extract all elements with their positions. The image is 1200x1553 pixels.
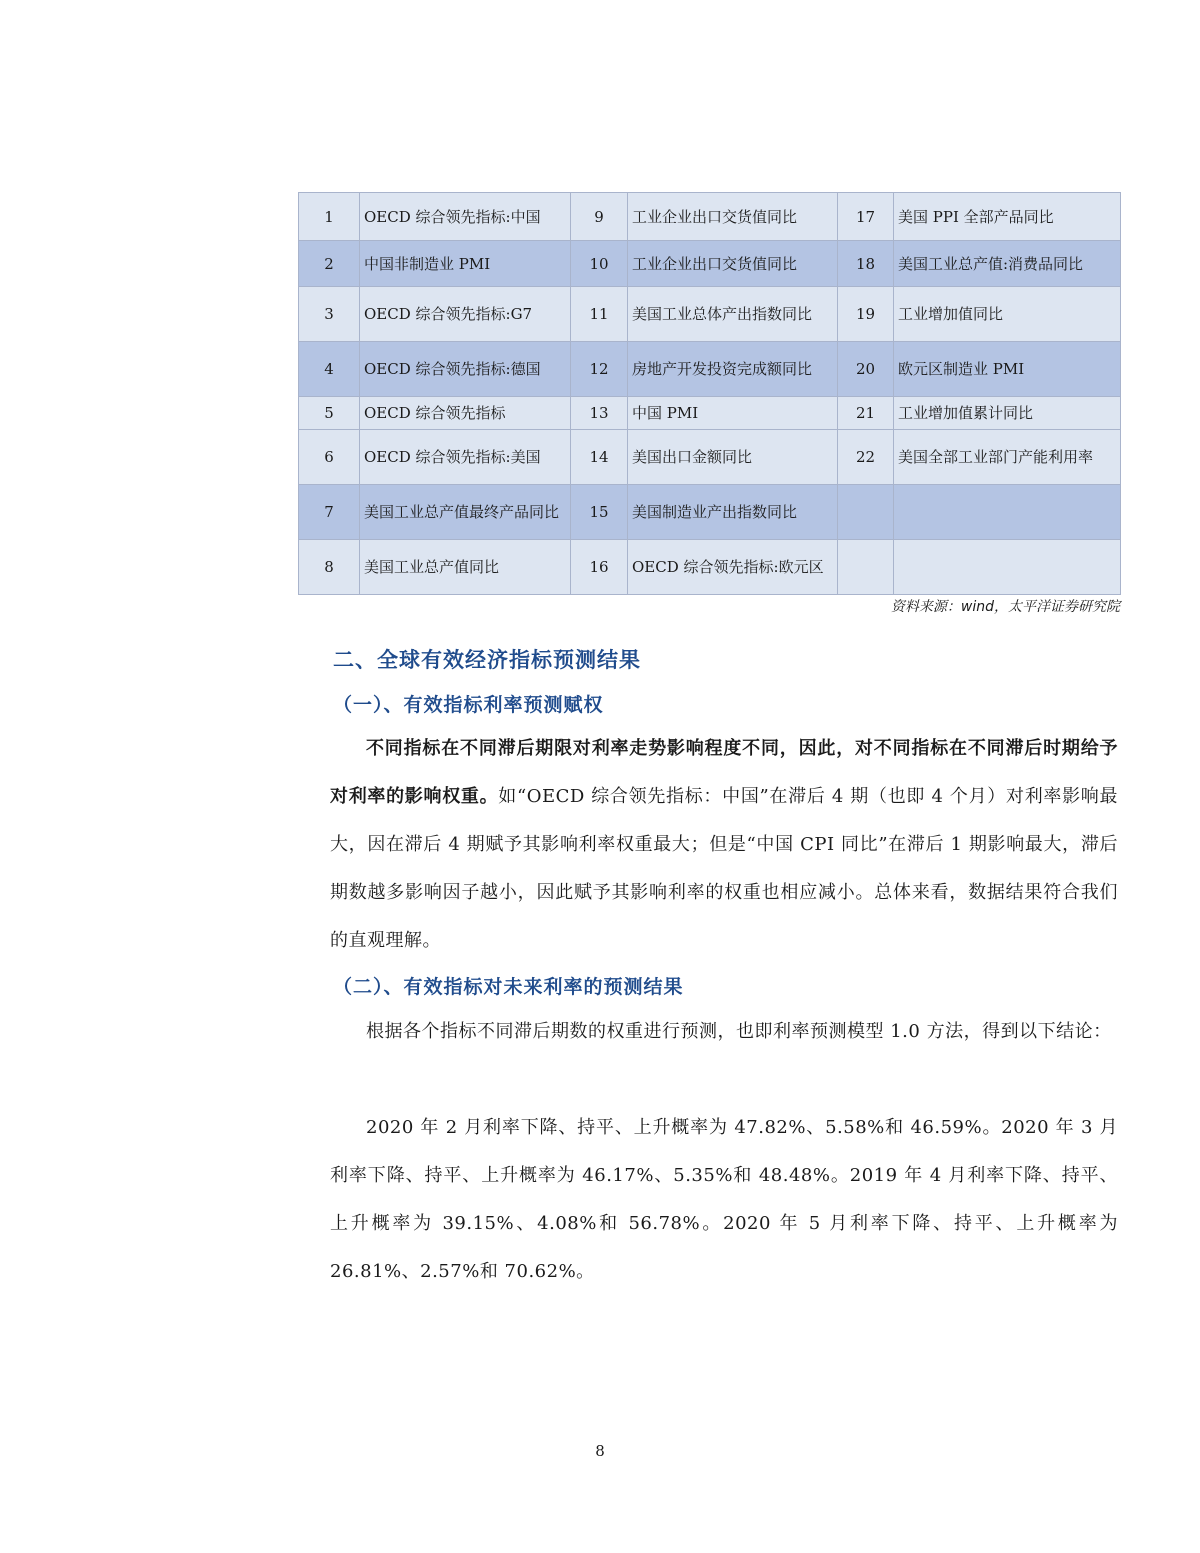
- row-number: [838, 485, 894, 540]
- indicator-name: 美国工业总产值同比: [360, 540, 571, 595]
- indicator-name: 中国 PMI: [628, 397, 838, 430]
- row-number: 16: [571, 540, 628, 595]
- table-row: [299, 540, 1121, 595]
- indicator-name: 美国 PPI 全部产品同比: [894, 193, 1121, 241]
- indicator-table: [298, 192, 1121, 595]
- row-number: [838, 540, 894, 595]
- table-row: [299, 485, 1121, 540]
- subsection-heading: （一）、有效指标利率预测赋权: [333, 694, 604, 716]
- row-number: 3: [299, 287, 360, 342]
- indicator-name: OECD 综合领先指标:G7: [360, 287, 571, 342]
- row-number: 6: [299, 430, 360, 485]
- row-number: 2: [299, 241, 360, 287]
- section-heading: 二、全球有效经济指标预测结果: [333, 648, 641, 672]
- row-number: 4: [299, 342, 360, 397]
- body-paragraph: 2020 年 2 月利率下降、持平、上升概率为 47.82%、5.58%和 46.59%。2020 年 3 月利率下降、持平、上升概率为 46.17%、5.35%和 48.48%。2019 年 4 月利率下降、持平、上升概率为 39.15%、4.08%和 56.78%。2020 年 5 月利率下降、持平、上升概率为 26.81%、2.57%和 70.62%。: [330, 1117, 1118, 1282]
- row-number: 9: [571, 193, 628, 241]
- row-number: 12: [571, 342, 628, 397]
- indicator-name: [894, 540, 1121, 595]
- paragraph-bold-lead: 不同指标在不同滞后期限对利率走势影响程度不同，因此，对不同指标在不同滞后时期给予对利率的影响权重。: [330, 738, 1118, 807]
- indicator-name: 工业增加值同比: [894, 287, 1121, 342]
- table-row: [299, 193, 1121, 241]
- indicator-name: 工业增加值累计同比: [894, 397, 1121, 430]
- table-row: [299, 430, 1121, 485]
- body-paragraph: [330, 725, 1118, 965]
- indicator-name: OECD 综合领先指标:欧元区: [628, 540, 838, 595]
- indicator-name: 美国工业总体产出指数同比: [628, 287, 838, 342]
- row-number: 17: [838, 193, 894, 241]
- paragraph-text: 如“OECD 综合领先指标：中国”在滞后 4 期（也即 4 个月）对利率影响最大，因在滞后 4 期赋予其影响利率权重最大；但是“中国 CPI 同比”在滞后 1 期影响最大，滞后期数越多影响因子越小，因此赋予其影响利率的权重也相应减小。总体来看，数据结果符合我们的直观理解。: [330, 786, 1118, 951]
- row-number: 10: [571, 241, 628, 287]
- table-row: [299, 397, 1121, 430]
- indicator-name: 房地产开发投资完成额同比: [628, 342, 838, 397]
- indicator-name: 美国出口金额同比: [628, 430, 838, 485]
- indicator-name: OECD 综合领先指标:美国: [360, 430, 571, 485]
- row-number: 1: [299, 193, 360, 241]
- indicator-name: OECD 综合领先指标:中国: [360, 193, 571, 241]
- row-number: 19: [838, 287, 894, 342]
- indicator-name: 工业企业出口交货值同比: [628, 241, 838, 287]
- indicator-name: 欧元区制造业 PMI: [894, 342, 1121, 397]
- page-number: 8: [595, 1442, 605, 1460]
- subsection-heading: （二）、有效指标对未来利率的预测结果: [333, 976, 684, 998]
- indicator-name: [894, 485, 1121, 540]
- row-number: 8: [299, 540, 360, 595]
- indicator-name: OECD 综合领先指标: [360, 397, 571, 430]
- row-number: 7: [299, 485, 360, 540]
- row-number: 13: [571, 397, 628, 430]
- table-row: [299, 241, 1121, 287]
- row-number: 5: [299, 397, 360, 430]
- indicator-name: 美国全部工业部门产能利用率: [894, 430, 1121, 485]
- indicator-name: 美国工业总产值最终产品同比: [360, 485, 571, 540]
- row-number: 22: [838, 430, 894, 485]
- row-number: 15: [571, 485, 628, 540]
- table-row: [299, 342, 1121, 397]
- row-number: 14: [571, 430, 628, 485]
- indicator-name: 中国非制造业 PMI: [360, 241, 571, 287]
- row-number: 11: [571, 287, 628, 342]
- indicator-name: 美国工业总产值:消费品同比: [894, 241, 1121, 287]
- row-number: 21: [838, 397, 894, 430]
- table-row: [299, 287, 1121, 342]
- indicator-name: 美国制造业产出指数同比: [628, 485, 838, 540]
- row-number: 20: [838, 342, 894, 397]
- indicator-name: OECD 综合领先指标:德国: [360, 342, 571, 397]
- row-number: 18: [838, 241, 894, 287]
- indicator-name: 工业企业出口交货值同比: [628, 193, 838, 241]
- table-source-note: 资料来源：wind，太平洋证券研究院: [890, 599, 1120, 615]
- body-paragraph: 根据各个指标不同滞后期数的权重进行预测，也即利率预测模型 1.0 方法，得到以下结论：: [366, 1021, 1112, 1042]
